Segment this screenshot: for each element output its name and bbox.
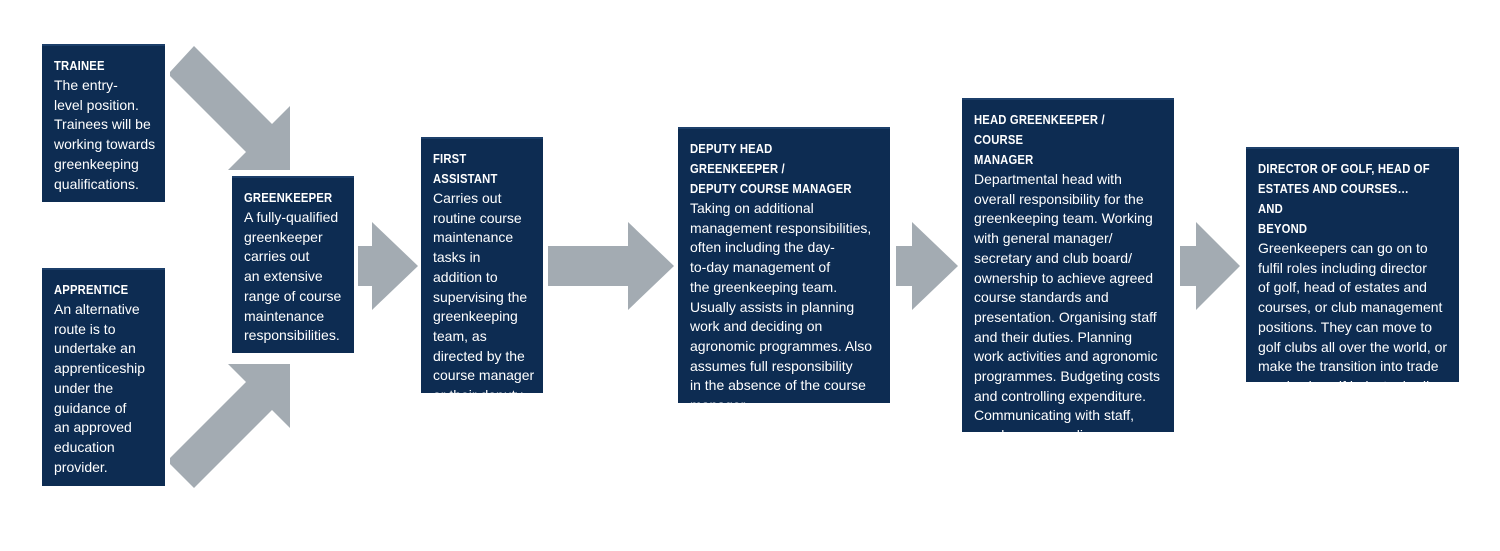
box-greenkeeper-title: GREENKEEPER xyxy=(244,191,333,205)
box-trainee-title: TRAINEE xyxy=(54,59,105,73)
box-first-assistant xyxy=(421,137,543,404)
box-head-greenkeeper xyxy=(962,98,1174,444)
box-apprentice-title: APPRENTICE xyxy=(54,283,129,297)
arrow-greenkeeper-to-first-assistant xyxy=(358,222,418,310)
arrow-deputy-to-head xyxy=(896,222,958,310)
box-head-greenkeeper-title: HEAD GREENKEEPER / COURSE MANAGER xyxy=(974,113,1105,167)
box-greenkeeper xyxy=(232,176,354,353)
box-trainee-text: The entry- level position. Trainees will be working towards greenkeeping qualifications. xyxy=(54,77,156,192)
box-greenkeeper-text: A fully-qualified greenkeeper carries out an extensive range of course maintenance responsibilities. xyxy=(244,209,342,344)
box-first-assistant-title: FIRST ASSISTANT xyxy=(433,152,498,186)
box-director-title: DIRECTOR OF GOLF, HEAD OF ESTATES AND COURSES…AND BEYOND xyxy=(1258,162,1430,236)
box-director xyxy=(1246,147,1459,394)
arrow-trainee-to-greenkeeper xyxy=(170,46,290,170)
box-trainee xyxy=(42,44,165,202)
box-head-greenkeeper-text: Departmental head with overall responsibility for the greenkeeping team. Working with general manager/ secretary and club board/ ownership to achieve agreed course standards and presentation. Organising staff and their duties. Planning work activities and agronomic programmes. Budgeting costs and controlling expenditure. Communicating with staff, employers, suppliers. xyxy=(974,171,1160,444)
arrow-first-assistant-to-deputy xyxy=(548,222,674,310)
box-deputy-head-title: DEPUTY HEAD GREENKEEPER / DEPUTY COURSE MANAGER xyxy=(690,142,852,196)
box-apprentice xyxy=(42,268,165,486)
arrow-head-to-director xyxy=(1180,222,1240,310)
box-apprentice-text: An alternative route is to undertake an apprenticeship under the guidance of an approved education provider. xyxy=(54,301,146,475)
box-deputy-head xyxy=(678,127,890,414)
box-first-assistant-text: Carries out routine course maintenance tasks in addition to supervising the greenkeeping team, as directed by the course manager or their deputy. xyxy=(433,190,535,404)
arrow-apprentice-to-greenkeeper xyxy=(170,364,290,488)
box-deputy-head-text: Taking on additional management responsibilities, often including the day- to-day management of the greenkeeping team. Usually assists in planning work and deciding on agronomic programmes. Also assumes full responsibility in the absence of the course manager. xyxy=(690,200,873,414)
box-director-text: Greenkeepers can go on to fulfil roles including director of golf, head of estates and courses, or club management positions. They can move to golf clubs all over the world, or make the transition into trade or roles in golf industry bodies. xyxy=(1258,240,1448,394)
